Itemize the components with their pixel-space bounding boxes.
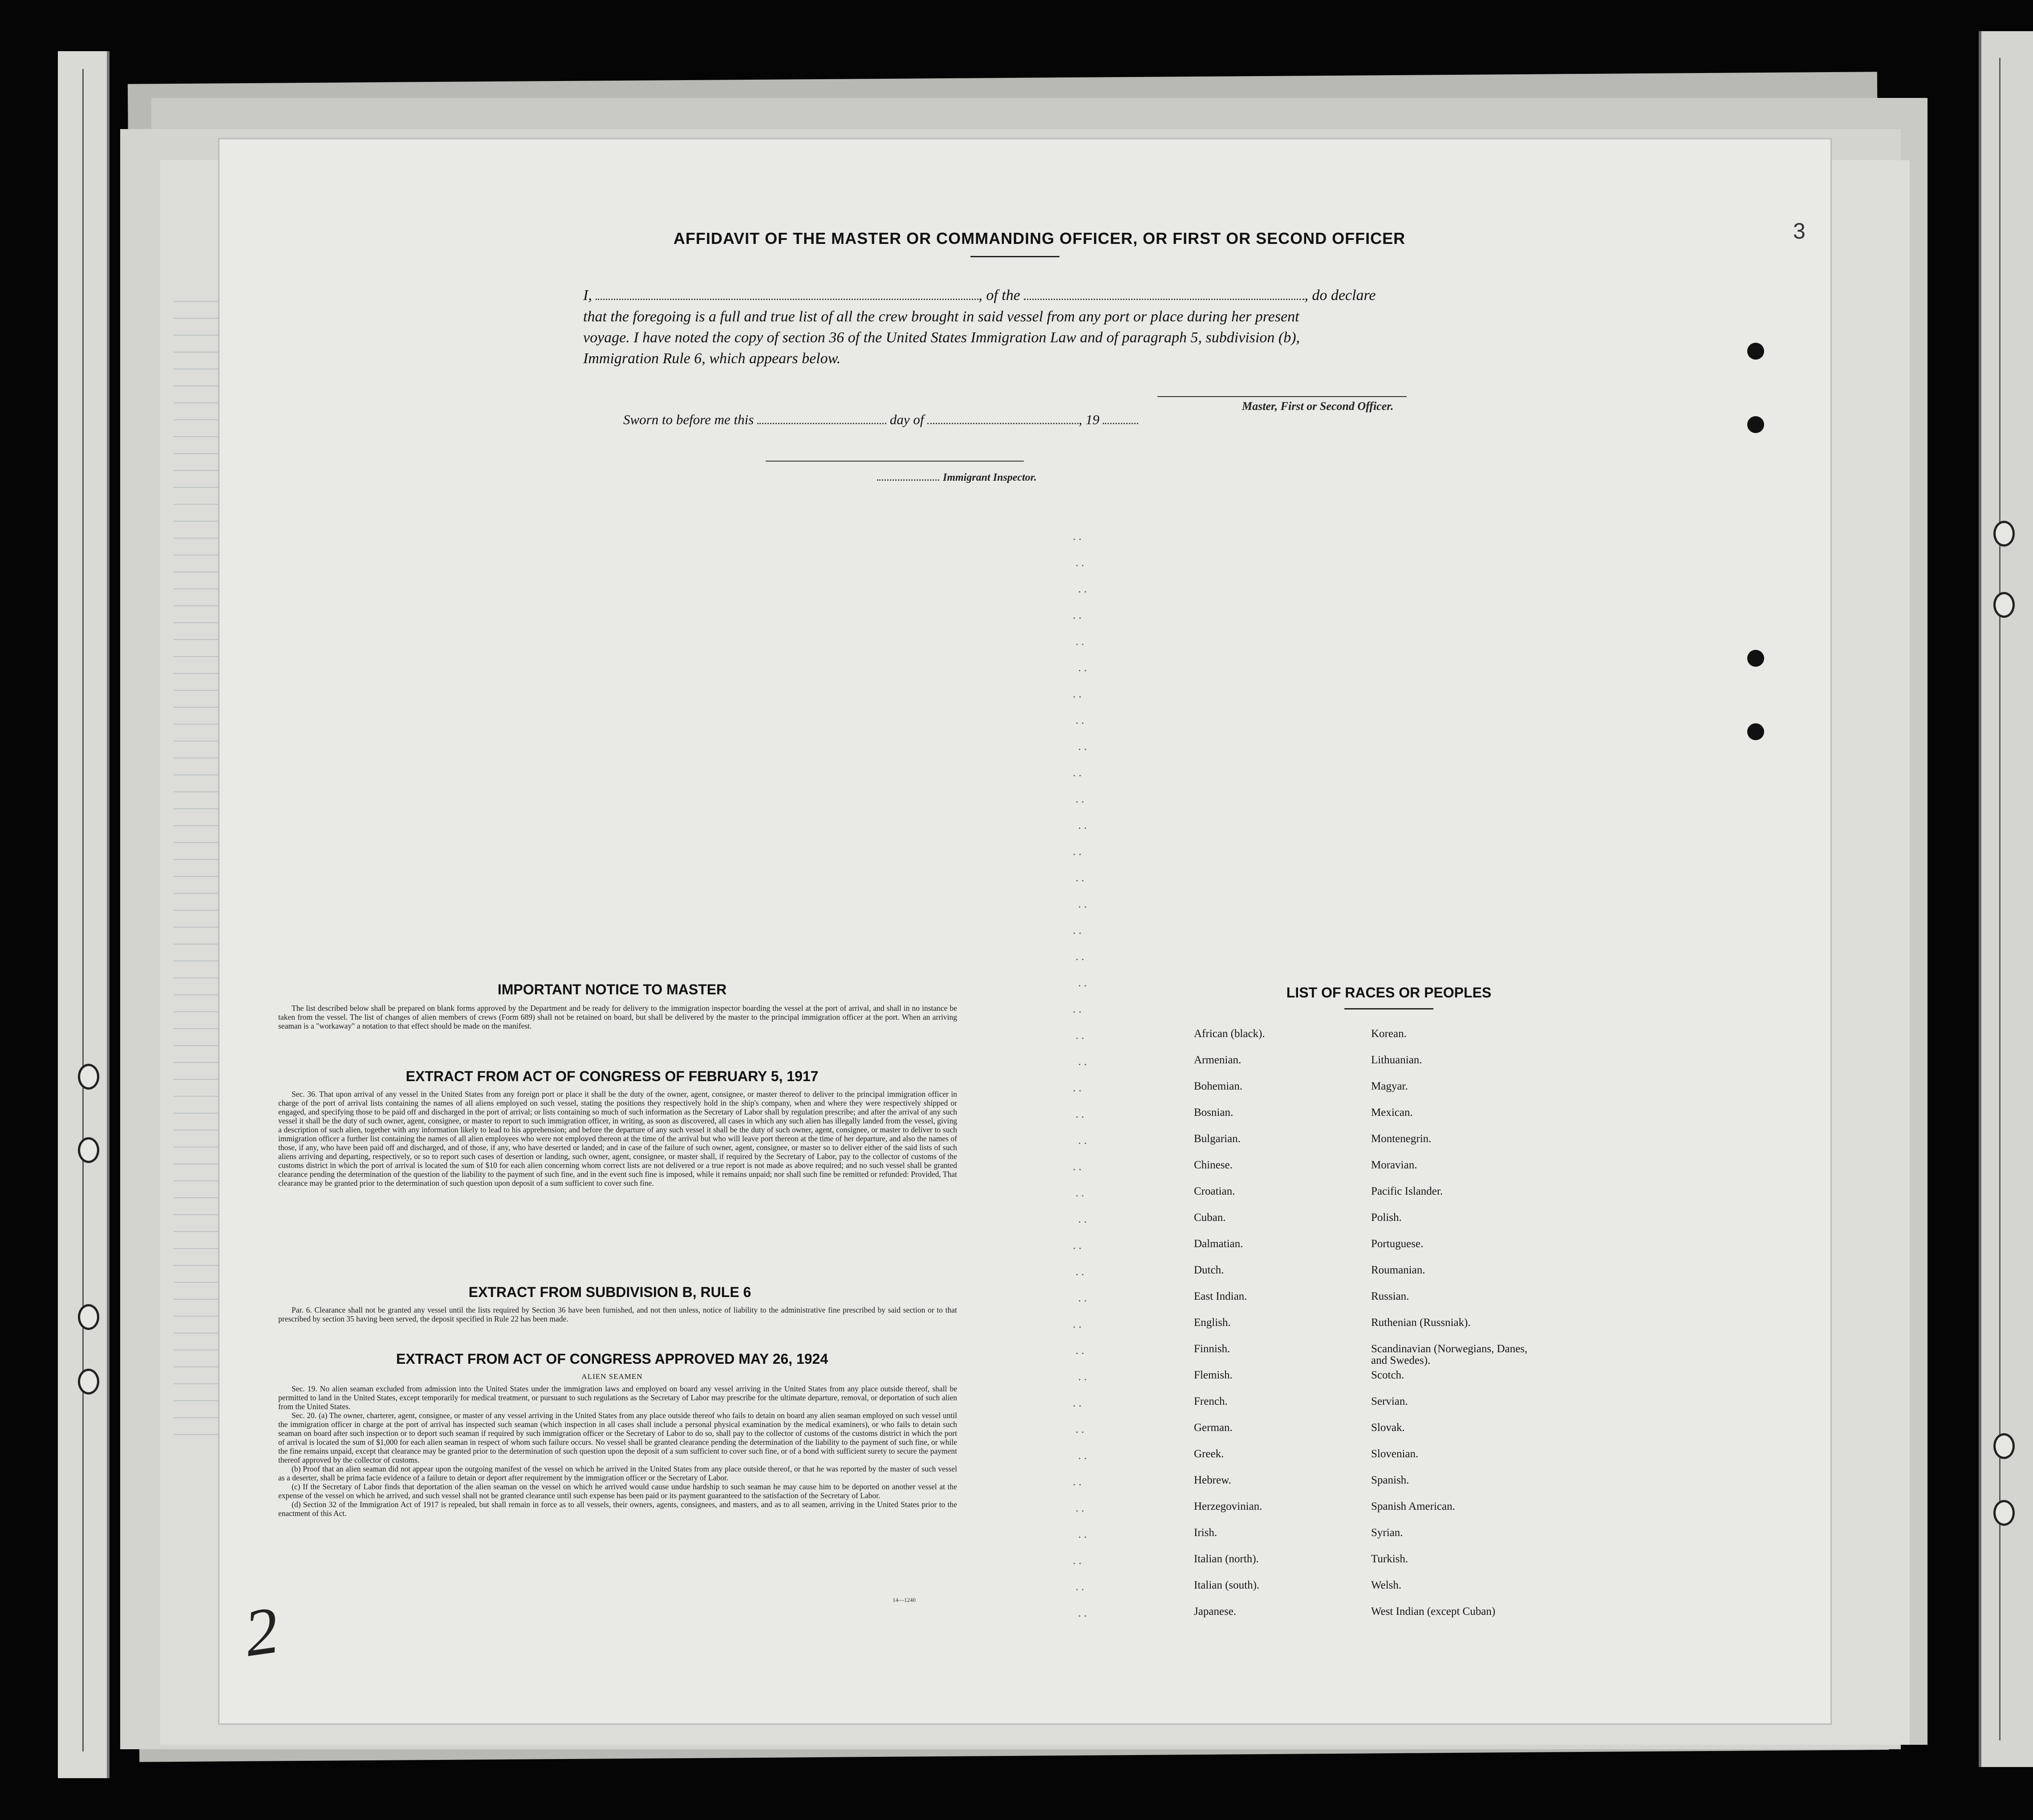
- race-item: Roumanian.: [1371, 1264, 1425, 1276]
- race-item: Slovenian.: [1371, 1448, 1419, 1460]
- race-item: Irish.: [1194, 1527, 1217, 1539]
- column-dot: . .: [1073, 1160, 1082, 1173]
- extract-1924-paragraph: Sec. 19. No alien seaman excluded from admission into the United States under the immigration laws and employed on board any vessel arriving in the United States from any place outside thereof, shall be permitted to land in the United States, except temporarily for medical treatment, or pursuant to such regulations as the Secretary of Labor may prescribe for the ultimate departure, removal, or deportation of such alien from the United States.: [278, 1384, 957, 1411]
- race-item: Pacific Islander.: [1371, 1185, 1443, 1197]
- column-dot: . .: [1073, 687, 1082, 700]
- column-dot: . .: [1078, 1291, 1087, 1304]
- race-item: Lithuanian.: [1371, 1054, 1422, 1066]
- extract-1924-paragraph: Sec. 20. (a) The owner, charterer, agent, consignee, or master of any vessel arriving in the United States from any place outside thereof who fails to detain on board any alien seaman employed on such vessel until the immigration officer in charge at the port of arrival has inspected such seaman (which inspection in all cases shall include a personal physical examination by the medical examiners), or who fails to detain such seaman on board after such inspection or to deport such seaman if required by such immigration officer or the Secretary of Labor to do so, shall pay to the collector of customs of the customs district in which the port of arrival is located the sum of $1,000 for each alien seaman in respect of whom such failure occurs. No vessel shall be granted clearance pending the determination of the liability to the payment of such fine, or while the fine remains unpaid, except that clearance may be granted prior to the determination of such question upon the deposit of a sum sufficient to cover such fine, or of a bond with sufficient surety to secure the payment thereof approved by the collector of customs.: [278, 1411, 957, 1464]
- race-item: Syrian.: [1371, 1527, 1403, 1539]
- column-dot: . .: [1078, 1528, 1087, 1540]
- column-dot: . .: [1078, 1370, 1087, 1383]
- column-dot: . .: [1073, 608, 1082, 621]
- inspector-label-text: Immigrant Inspector.: [943, 472, 1037, 483]
- punch-hole: [78, 1064, 99, 1090]
- extract-1917-body: [278, 1090, 957, 1188]
- title-rule: [970, 256, 1059, 257]
- column-dot: . .: [1075, 1265, 1084, 1278]
- affidavit-line-3: voyage. I have noted the copy of section 36 of the United States Immigration Law and of paragraph 5, subdivision (b),: [583, 329, 1300, 346]
- race-item: Ruthenian (Russniak).: [1371, 1317, 1471, 1329]
- affidavit-line-1: [583, 287, 1376, 304]
- race-item: Portuguese.: [1371, 1238, 1424, 1250]
- column-dot: . .: [1075, 713, 1084, 726]
- column-dot: . .: [1075, 1501, 1084, 1514]
- races-title-rule: [1344, 1008, 1433, 1009]
- race-item: Chinese.: [1194, 1159, 1233, 1171]
- extract-rule6-title: EXTRACT FROM SUBDIVISION B, RULE 6: [468, 1284, 751, 1300]
- vessel-blank[interactable]: [1024, 298, 1304, 300]
- race-item: Moravian.: [1371, 1159, 1417, 1171]
- race-item: Dalmatian.: [1194, 1238, 1243, 1250]
- column-dot: . .: [1078, 1055, 1087, 1068]
- punch-hole: [1993, 521, 2015, 547]
- race-item: Mexican.: [1371, 1107, 1413, 1119]
- column-dot: . .: [1078, 1606, 1087, 1619]
- race-item: Servian.: [1371, 1395, 1408, 1407]
- column-dot: . .: [1075, 950, 1084, 963]
- sworn-day-of: day of: [889, 412, 924, 427]
- corner-number: 3: [1793, 219, 1806, 243]
- column-dot: . .: [1075, 871, 1084, 884]
- affidavit-declare: , do declare: [1304, 287, 1376, 304]
- affidavit-line-4: Immigration Rule 6, which appears below.: [583, 350, 841, 367]
- race-item: Spanish.: [1371, 1474, 1409, 1486]
- race-item: German.: [1194, 1422, 1233, 1434]
- notice-title: IMPORTANT NOTICE TO MASTER: [497, 981, 727, 997]
- race-item: Flemish.: [1194, 1369, 1233, 1381]
- column-dot: . .: [1078, 661, 1087, 674]
- races-title: LIST OF RACES OR PEOPLES: [1286, 985, 1492, 1001]
- punch-hole: [78, 1137, 99, 1163]
- punch-hole: [1993, 1433, 2015, 1459]
- race-item: Bulgarian.: [1194, 1133, 1241, 1145]
- column-dot: . .: [1078, 1449, 1087, 1462]
- punch-hole: [1747, 416, 1764, 433]
- race-item: Japanese.: [1194, 1605, 1237, 1617]
- extract-rule6-body: [278, 1305, 957, 1323]
- race-item: French.: [1194, 1395, 1228, 1407]
- punch-hole: [1993, 1500, 2015, 1526]
- race-item: Armenian.: [1194, 1054, 1242, 1066]
- race-item: East Indian.: [1194, 1290, 1247, 1302]
- column-dot: . .: [1073, 1396, 1082, 1409]
- alien-seamen-subtitle: ALIEN SEAMEN: [581, 1372, 643, 1381]
- sworn-month-blank[interactable]: [927, 422, 1079, 424]
- affidavit-line-2: that the foregoing is a full and true list of all the crew brought in said vessel from any port or place during her present: [583, 308, 1299, 325]
- affidavit-of-the: , of the: [978, 287, 1020, 304]
- extract-1917-paragraph: Sec. 36. That upon arrival of any vessel in the United States from any foreign port or place it shall be the duty of the owner, agent, consignee, or master thereof to deliver to the principal immigration officer in charge of the port of arrival lists containing the names of all aliens employed on such vessel, stating the positions they respectively hold in the ship's company, when and where they were respectively shipped or engaged, and specifying those to be paid off and discharged in the port of arrival; or lists containing so much of such information as the Secretary of Labor shall by regulation prescribe; and after the arrival of any such vessel it shall be the duty of such owner, agent, consignee, or master to report to such immigration officer, in writing, as soon as discovered, all cases in which any such alien has illegally landed from the vessel, giving a description of such alien, together with any information likely to lead to his apprehension; and before the departure of any such vessel it shall be the duty of such owner, agent, consignee, or master to deliver to such immigration officer a further list containing the names of all alien employees who were not employed thereon at the time of the arrival but who will leave port thereon at the time of her departure, and also the names of those, if any, who have been paid off and discharged, and of those, if any, who have deserted or landed; and in case of the failure of such owner, agent, consignee, or master so to deliver either of the said lists of such aliens arriving and departing, respectively, or so to report such cases of desertion or landing, such owner, agent, consignee, or master shall, if required by the Secretary of Labor, pay to the collector of customs of the customs district in which the port of arrival is located the sum of $10 for each alien concerning whom correct lists are not delivered or a true report is not made as above required; and no such vessel shall be granted clearance pending the determination of the question of the liability to the payment of such fine, and in the event such fine is imposed, while it remains unpaid; nor shall such fine be remitted or refunded: Provided, That clearance may be granted prior to the determination of such question upon deposit of a sum sufficient to cover such fine.: [278, 1090, 957, 1188]
- race-item: Russian.: [1371, 1290, 1409, 1302]
- race-item: Korean.: [1371, 1028, 1407, 1040]
- column-dot: . .: [1078, 897, 1087, 910]
- race-item: Croatian.: [1194, 1185, 1235, 1197]
- column-dot: . .: [1078, 1134, 1087, 1147]
- race-item: Dutch.: [1194, 1264, 1224, 1276]
- race-item: Turkish.: [1371, 1553, 1408, 1565]
- column-dot: . .: [1073, 1554, 1082, 1567]
- column-dot: . .: [1078, 582, 1087, 595]
- race-item: Cuban.: [1194, 1212, 1226, 1224]
- column-dot: . .: [1073, 1002, 1082, 1015]
- punch-hole: [78, 1369, 99, 1394]
- extract-1924-paragraph: (b) Proof that an alien seaman did not appear upon the outgoing manifest of the vessel on which he arrived in the United States from any place outside thereof, or that he was reported by the master of such vessel as a deserter, shall be prima facie evidence of a failure to detain or deport after requirement by the immigration officer or the Secretary of Labor.: [278, 1464, 957, 1482]
- sworn-line: [623, 412, 1138, 428]
- race-item: Greek.: [1194, 1448, 1224, 1460]
- column-dot: . .: [1073, 1475, 1082, 1488]
- race-item: Slovak.: [1371, 1422, 1405, 1434]
- sworn-day-blank[interactable]: [757, 422, 886, 424]
- sworn-year-blank[interactable]: [1103, 422, 1138, 424]
- form-number: 14—1240: [893, 1597, 916, 1603]
- race-item: Bohemian.: [1194, 1080, 1243, 1092]
- column-dot: . .: [1075, 1423, 1084, 1435]
- extract-1924-title: EXTRACT FROM ACT OF CONGRESS APPROVED MAY 26, 1924: [396, 1351, 828, 1367]
- extract-1924-paragraph: (d) Section 32 of the Immigration Act of 1917 is repealed, but shall remain in force as to all vessels, their owners, agents, consignees, and masters, and as to all seamen, arriving in the United States prior to the enactment of this Act.: [278, 1500, 957, 1518]
- sworn-year: , 19: [1079, 412, 1100, 427]
- column-dot: . .: [1073, 924, 1082, 936]
- column-dot: . .: [1073, 845, 1082, 858]
- extract-1917-title: EXTRACT FROM ACT OF CONGRESS OF FEBRUARY 5, 1917: [406, 1068, 819, 1084]
- column-dot: . .: [1073, 1317, 1082, 1330]
- race-item: Finnish.: [1194, 1343, 1230, 1355]
- race-item: African (black).: [1194, 1028, 1265, 1040]
- inspector-signature-line[interactable]: [766, 461, 1024, 462]
- race-item: Bosnian.: [1194, 1107, 1234, 1119]
- column-dot: . .: [1075, 556, 1084, 569]
- column-dot: . .: [1075, 792, 1084, 805]
- column-dot: . .: [1078, 740, 1087, 753]
- column-dot: . .: [1075, 635, 1084, 648]
- signature-label: Master, First or Second Officer.: [1242, 400, 1394, 413]
- left-binder-strip: [58, 51, 110, 1778]
- ledger-lines: [174, 285, 223, 1442]
- punch-hole: [1993, 592, 2015, 618]
- race-item: Scandinavian (Norwegians, Danes, and Swedes).: [1371, 1343, 1528, 1366]
- race-item: West Indian (except Cuban): [1371, 1605, 1496, 1617]
- sworn-prefix: Sworn to before me this: [623, 412, 754, 427]
- extract-1924-paragraph: (c) If the Secretary of Labor finds that deportation of the alien seaman on the vessel on which he arrived would cause undue hardship to such seaman he may cause him to be deported on another vessel at the expense of the vessel on which he arrived, and such vessel shall not be granted clearance until such expense has been paid or its payment guaranteed to the satisfaction of the Secretary of Labor.: [278, 1482, 957, 1500]
- column-dot: . .: [1075, 1029, 1084, 1042]
- affidavit-i: I,: [583, 287, 592, 304]
- signature-line[interactable]: [1157, 396, 1407, 397]
- race-item: Italian (north).: [1194, 1553, 1259, 1565]
- extract-1924-body: [278, 1384, 957, 1518]
- handwritten-mark: 2: [239, 1593, 284, 1671]
- inspector-label: [877, 472, 1037, 484]
- punch-hole: [78, 1304, 99, 1330]
- column-dot: . .: [1073, 766, 1082, 779]
- column-dot: . .: [1073, 530, 1082, 543]
- column-dot: . .: [1075, 1344, 1084, 1357]
- name-blank[interactable]: [596, 298, 978, 300]
- race-item: Hebrew.: [1194, 1474, 1231, 1486]
- race-item: Polish.: [1371, 1212, 1402, 1224]
- column-dot: . .: [1078, 1212, 1087, 1225]
- notice-paragraph: The list described below shall be prepared on blank forms approved by the Department and be ready for delivery to the immigration inspector boarding the vessel at the port of arrival, and shall in no instance be taken from the vessel. The list of changes of alien members of crews (Form 689) shall not be retained on board, but shall be delivered by the master to the principal immigration officer at the port. When an arriving seaman is a "workaway" a notation to that effect should be made on the manifest.: [278, 1004, 957, 1030]
- affidavit-title: AFFIDAVIT OF THE MASTER OR COMMANDING OFFICER, OR FIRST OR SECOND OFFICER: [673, 229, 1406, 247]
- column-dot: . .: [1075, 1186, 1084, 1199]
- punch-hole: [1747, 723, 1764, 740]
- notice-body: [278, 1004, 957, 1030]
- race-item: Italian (south).: [1194, 1579, 1260, 1591]
- column-dot: . .: [1073, 1081, 1082, 1094]
- extract-rule6-paragraph: Par. 6. Clearance shall not be granted any vessel until the lists required by Section 36 have been furnished, and not then unless, notice of liability to the administrative fine prescribed by said section or to that prescribed by section 35 having been served, the deposit specified in Rule 22 has been made.: [278, 1305, 957, 1323]
- race-item: English.: [1194, 1317, 1231, 1329]
- race-item: Herzegovinian.: [1194, 1500, 1262, 1512]
- punch-hole: [1747, 650, 1764, 667]
- race-item: Montenegrin.: [1371, 1133, 1432, 1145]
- column-dot: . .: [1078, 819, 1087, 831]
- column-dot: . .: [1075, 1580, 1084, 1593]
- column-dot: . .: [1078, 976, 1087, 989]
- race-item: Spanish American.: [1371, 1500, 1455, 1512]
- column-dot: . .: [1075, 1107, 1084, 1120]
- race-item: Welsh.: [1371, 1579, 1402, 1591]
- race-item: Magyar.: [1371, 1080, 1408, 1092]
- column-dot: . .: [1073, 1239, 1082, 1252]
- inspector-blank: [877, 479, 939, 481]
- race-item: Scotch.: [1371, 1369, 1404, 1381]
- punch-hole: [1747, 343, 1764, 360]
